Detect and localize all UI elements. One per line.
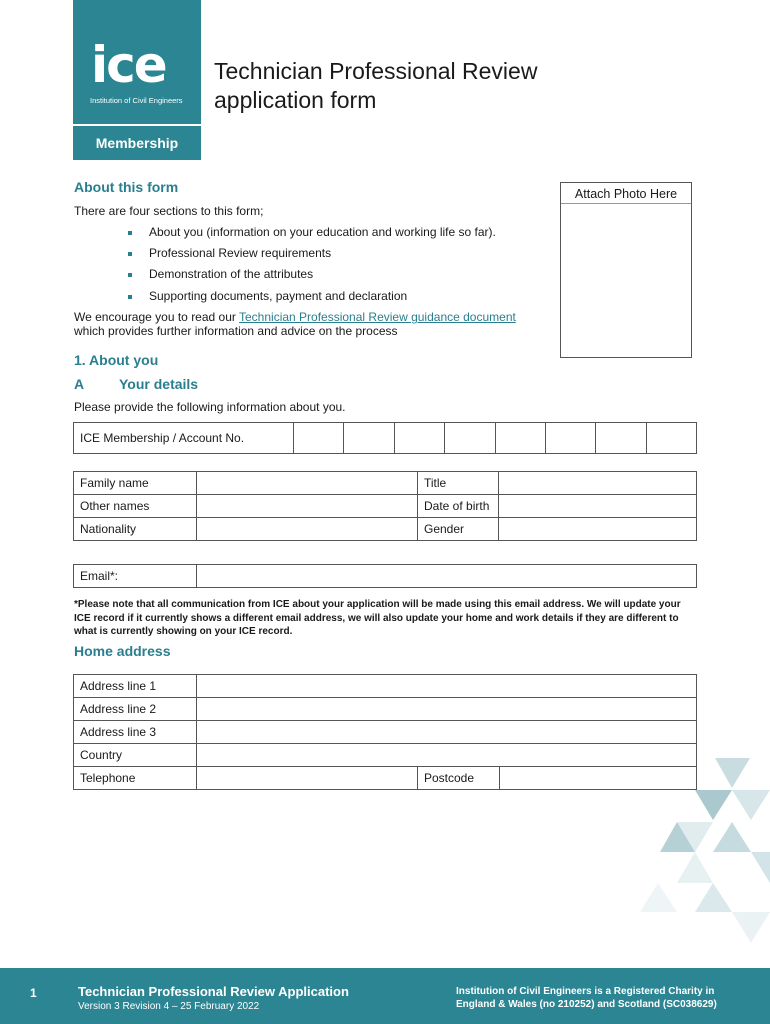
digit-box[interactable]: [646, 423, 696, 454]
list-item: Professional Review requirements: [128, 246, 331, 260]
charity-notice: [456, 985, 717, 1011]
email-table: [73, 564, 697, 588]
ice-logo: [73, 0, 201, 124]
email-note: *Please note that all communication from ICE about your application will be made using this email address. We will update your ICE record if it currently shows a different email address, we will also update your home and work details if they are different to what is currently showing on your ICE record.: [74, 599, 681, 637]
digit-box[interactable]: [445, 423, 495, 454]
digit-box[interactable]: [344, 423, 394, 454]
footer-version: Version 3 Revision 4 – 25 February 2022: [78, 1001, 260, 1012]
bullet-icon: [128, 273, 132, 277]
digit-box[interactable]: [394, 423, 444, 454]
family-name-label: Family name: [74, 472, 197, 495]
logo-mark: ice: [91, 36, 166, 94]
digit-box[interactable]: [545, 423, 595, 454]
decorative-triangles: [620, 758, 770, 968]
dob-label: Date of birth: [418, 495, 499, 518]
other-names-label: Other names: [74, 495, 197, 518]
charity-line-2: England & Wales (no 210252) and Scotland (SC038629): [456, 999, 717, 1010]
subsection-heading: Your details: [119, 376, 199, 392]
address-line1-input[interactable]: [197, 675, 697, 698]
email-input[interactable]: [197, 565, 697, 588]
address-line3-input[interactable]: [197, 721, 697, 744]
encourage-text: We encourage you to read our Technician Professional Review guidance document: [74, 310, 516, 324]
membership-label: ICE Membership / Account No.: [74, 423, 294, 454]
photo-box[interactable]: [560, 182, 692, 358]
address-line2-input[interactable]: [197, 698, 697, 721]
instruction-text: Please provide the following information about you.: [74, 400, 346, 414]
guidance-link[interactable]: Technician Professional Review guidance document: [239, 310, 516, 324]
nationality-input[interactable]: [197, 518, 418, 541]
telephone-input[interactable]: [197, 767, 418, 790]
home-address-heading: Home address: [74, 643, 171, 659]
charity-line-1: Institution of Civil Engineers is a Registered Charity in: [456, 986, 715, 997]
title-label: Title: [418, 472, 499, 495]
gender-label: Gender: [418, 518, 499, 541]
subsection-letter: A: [74, 376, 85, 392]
digit-box[interactable]: [294, 423, 344, 454]
gender-input[interactable]: [499, 518, 697, 541]
section-heading: 1. About you: [74, 352, 159, 368]
title-input[interactable]: [499, 472, 697, 495]
telephone-label: Telephone: [74, 767, 197, 790]
encourage-text-2: which provides further information and advice on the process: [74, 324, 398, 338]
address-line2-label: Address line 2: [74, 698, 197, 721]
home-address-table: [73, 674, 697, 790]
bullet-icon: [128, 295, 132, 299]
personal-details-table: [73, 471, 697, 541]
family-name-input[interactable]: [197, 472, 418, 495]
list-item: Demonstration of the attributes: [128, 267, 313, 281]
about-form-heading: About this form: [74, 179, 179, 195]
about-form-intro: There are four sections to this form;: [74, 204, 264, 218]
dob-input[interactable]: [499, 495, 697, 518]
page-footer: [0, 968, 770, 1024]
page-number: 1: [30, 986, 37, 1000]
other-names-input[interactable]: [197, 495, 418, 518]
digit-box[interactable]: [495, 423, 545, 454]
postcode-label: Postcode: [418, 767, 500, 790]
bullet-icon: [128, 231, 132, 235]
footer-title: Technician Professional Review Application: [78, 984, 349, 999]
logo-subtitle: Institution of Civil Engineers: [90, 96, 183, 105]
membership-number-table: [73, 422, 697, 454]
bullet-icon: [128, 252, 132, 256]
address-line1-label: Address line 1: [74, 675, 197, 698]
email-label: Email*:: [74, 565, 197, 588]
country-label: Country: [74, 744, 197, 767]
list-item: Supporting documents, payment and declaration: [128, 289, 407, 303]
page-title: Technician Professional Review application form: [214, 58, 538, 113]
address-line3-label: Address line 3: [74, 721, 197, 744]
digit-box[interactable]: [596, 423, 646, 454]
membership-banner: Membership: [73, 126, 201, 160]
photo-label: Attach Photo Here: [561, 183, 691, 204]
list-item: About you (information on your education and working life so far).: [128, 225, 496, 239]
nationality-label: Nationality: [74, 518, 197, 541]
